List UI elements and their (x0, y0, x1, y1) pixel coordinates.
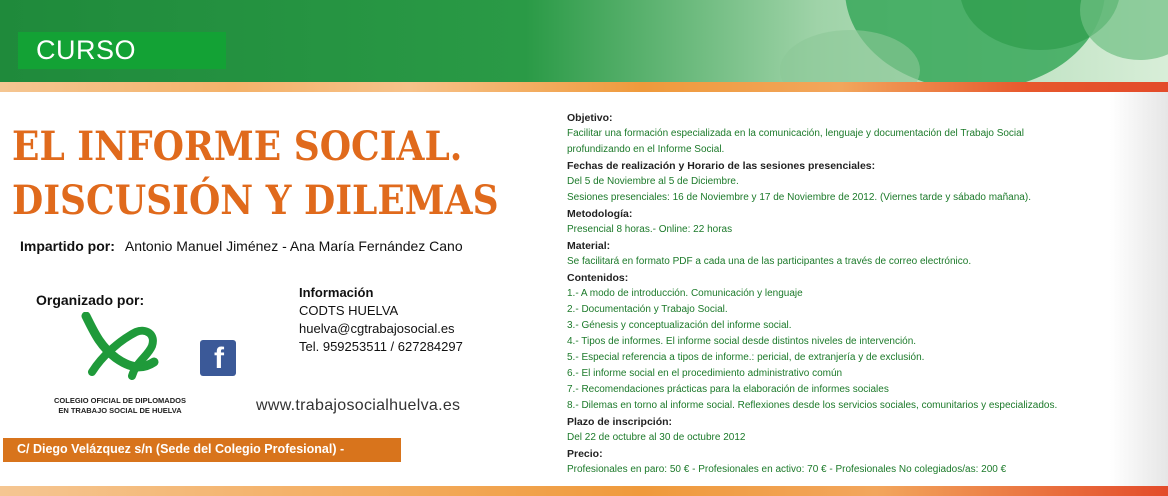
course-details (567, 110, 1127, 478)
metodologia-heading: Metodología: (567, 208, 633, 220)
bottom-color-stripe (0, 486, 1168, 496)
objetivo-heading: Objetivo: (567, 112, 613, 124)
imparted-names: Antonio Manuel Jiménez - Ana María Fernández Cano (124, 238, 463, 254)
header-banner (0, 0, 1168, 82)
metodologia-text: Presencial 8 horas.- Online: 22 horas (567, 224, 733, 235)
material-text: Se facilitará en formato PDF a cada una de las participantes a través de correo electrónico. (567, 256, 972, 267)
fechas-text-2: Sesiones presenciales: 16 de Noviembre y 17 de Noviembre de 2012. (Viernes tarde y sábado mañana). (567, 192, 1031, 203)
colegio-name-line-2: EN TRABAJO SOCIAL DE HUELVA (58, 406, 182, 415)
contenidos-item: 4.- Tipos de informes. El informe social desde distintos niveles de intervención. (567, 336, 917, 347)
objetivo-text-1: Facilitar una formación especializada en la comunicación, lenguaje y documentación del Trabajo Social (567, 128, 1024, 139)
course-title (12, 120, 499, 228)
objetivo-text-2: profundizando en el Informe Social. (567, 144, 725, 155)
website-link[interactable]: www.trabajosocialhuelva.es (256, 397, 461, 414)
imparted-by (20, 238, 463, 254)
curso-label: CURSO (36, 35, 137, 65)
contenidos-heading: Contenidos: (567, 272, 629, 284)
info-org: CODTS HUELVA (299, 303, 399, 318)
contenidos-item: 7.- Recomendaciones prácticas para la elaboración de informes sociales (567, 384, 889, 395)
contenidos-item: 3.- Génesis y conceptualización del informe social. (567, 320, 792, 331)
info-phone: Tel. 959253511 / 627284297 (299, 339, 463, 354)
address-bar (3, 438, 401, 462)
fechas-heading: Fechas de realización y Horario de las sesiones presenciales: (567, 160, 876, 172)
plazo-heading: Plazo de inscripción: (567, 416, 673, 428)
colegio-name (30, 396, 210, 416)
facebook-icon[interactable] (200, 340, 236, 376)
organizer-label: Organizado por: (36, 292, 145, 308)
contenidos-item: 1.- A modo de introducción. Comunicación y lenguaje (567, 288, 803, 299)
precio-text: Profesionales en paro: 50 € - Profesionales en activo: 70 € - Profesionales No colegiados/as: 200 € (567, 464, 1007, 475)
top-color-stripe (0, 82, 1168, 92)
colegio-name-line-1: COLEGIO OFICIAL DE DIPLOMADOS (54, 396, 186, 405)
contenidos-item: 5.- Especial referencia a tipos de informe.: pericial, de extranjería y de exclusión. (567, 352, 925, 363)
decorative-circle (1080, 0, 1168, 60)
contenidos-item: 2.- Documentación y Trabajo Social. (567, 304, 728, 315)
precio-heading: Precio: (567, 448, 603, 460)
facebook-glyph: f (214, 342, 224, 375)
colegio-logo-icon (72, 312, 168, 386)
contenidos-item: 8.- Dilemas en torno al informe social. Reflexiones desde los servicios sociales, comunitarios y especializados. (567, 400, 1058, 411)
curso-badge (18, 32, 226, 69)
address-text: C/ Diego Velázquez s/n (Sede del Colegio Profesional) - (17, 442, 345, 456)
imparted-label: Impartido por: (20, 238, 115, 254)
material-heading: Material: (567, 240, 611, 252)
info-heading: Información (299, 285, 374, 300)
contenidos-item: 6.- El informe social en el procedimiento administrativo común (567, 368, 843, 379)
info-email[interactable]: huelva@cgtrabajosocial.es (299, 321, 455, 336)
title-line-2: DISCUSIÓN Y DILEMAS (12, 177, 499, 224)
fechas-text-1: Del 5 de Noviembre al 5 de Diciembre. (567, 176, 739, 187)
title-line-1: EL INFORME SOCIAL. (12, 123, 463, 170)
contact-info (299, 284, 463, 356)
plazo-text: Del 22 de octubre al 30 de octubre 2012 (567, 432, 746, 443)
